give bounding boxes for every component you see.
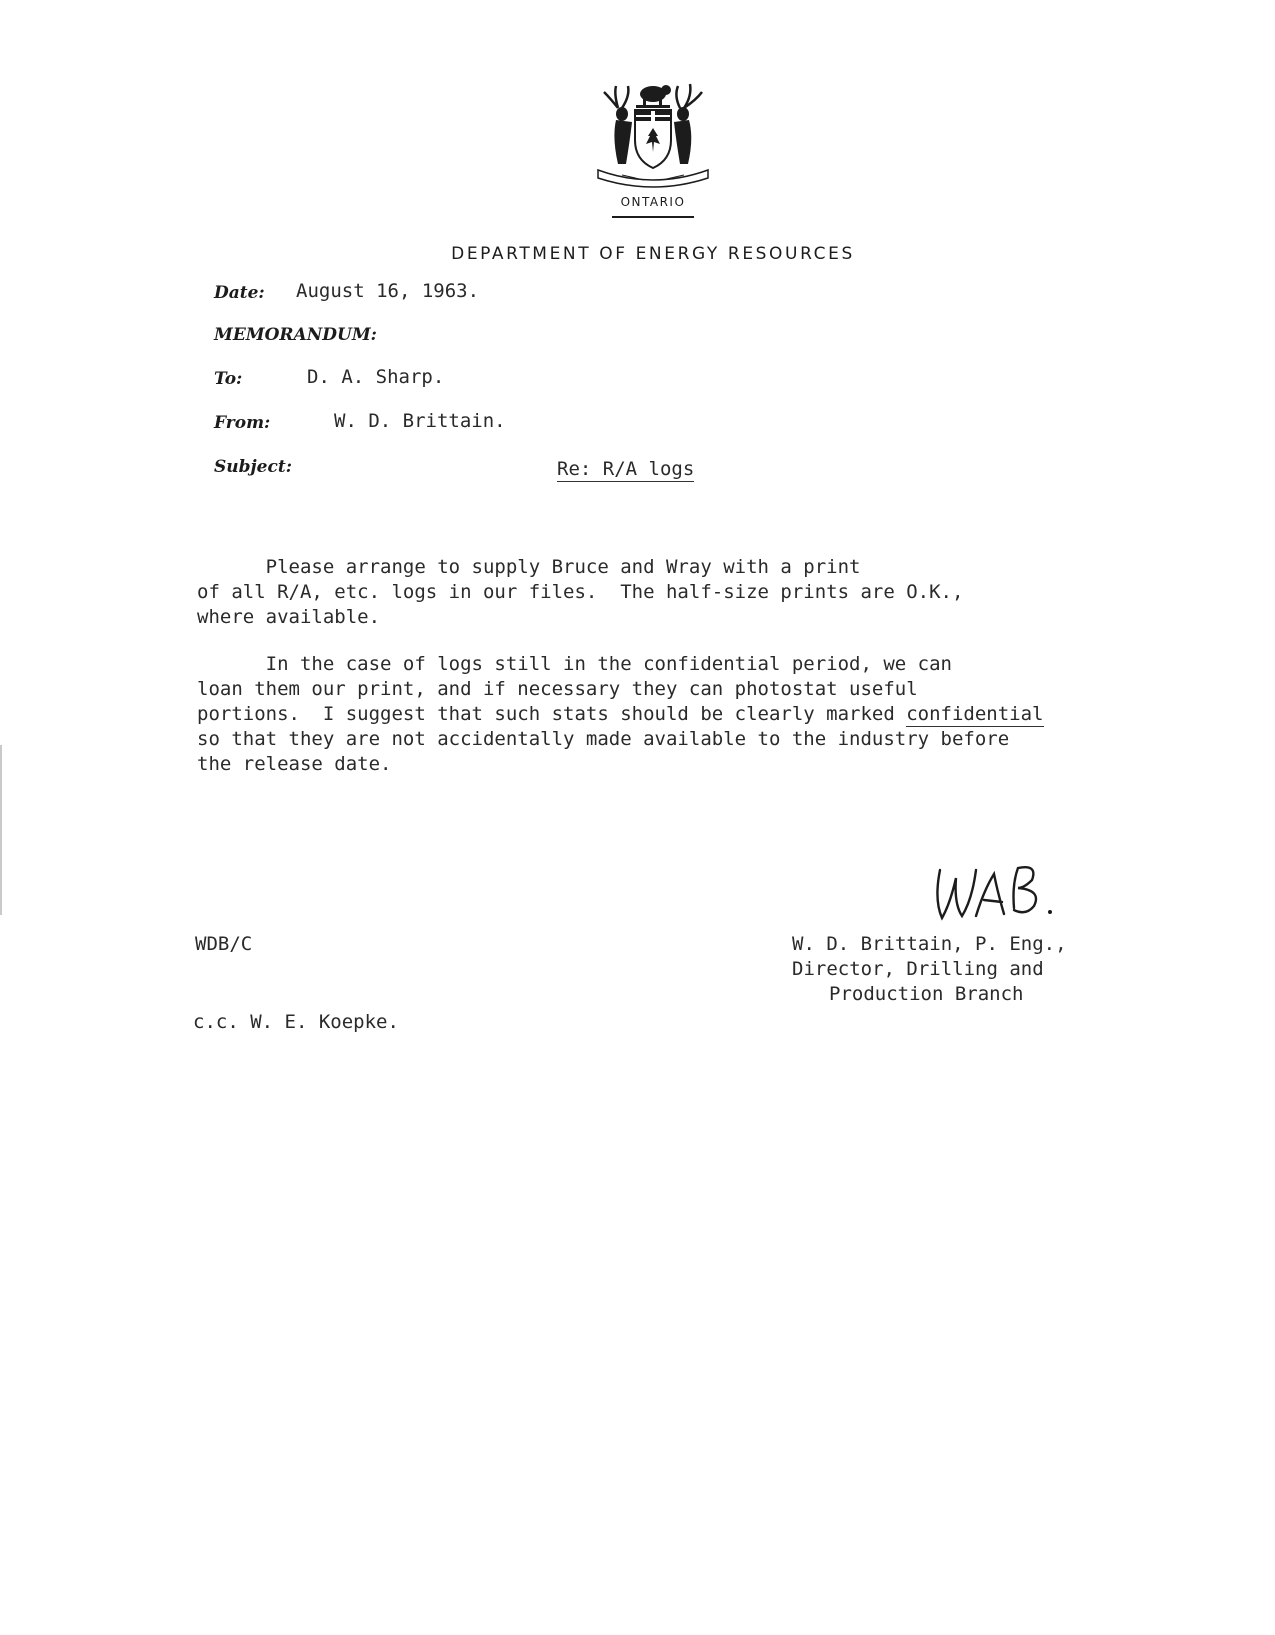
- to-label: To:: [214, 369, 243, 389]
- signer-title-line-2: Production Branch: [829, 983, 1024, 1005]
- paragraph-2-line-text: portions. I suggest that such stats should be clearly marked: [197, 703, 907, 725]
- handwritten-initials-signature-icon: [932, 860, 1062, 930]
- to-value: D. A. Sharp.: [307, 366, 445, 388]
- paragraph-1-line: where available.: [197, 606, 381, 628]
- confidential-underlined: confidential: [906, 703, 1044, 725]
- paragraph-2-line: [197, 702, 1044, 727]
- paragraph-2-line: loan them our print, and if necessary they can photostat useful: [197, 678, 918, 700]
- province-underline: [612, 216, 694, 218]
- typist-initials: WDB/C: [195, 933, 253, 955]
- paragraph-1-line: Please arrange to supply Bruce and Wray with a print: [197, 556, 861, 578]
- signer-title-line-1: Director, Drilling and: [792, 958, 1044, 980]
- paragraph-2-line: the release date.: [197, 753, 392, 775]
- paragraph-2-line: In the case of logs still in the confidential period, we can: [197, 653, 952, 675]
- memorandum-label: MEMORANDUM:: [214, 325, 377, 345]
- paragraph-1: [197, 555, 963, 630]
- subject-label: Subject:: [214, 457, 292, 477]
- date-value: August 16, 1963.: [296, 280, 480, 302]
- from-value: W. D. Brittain.: [334, 410, 506, 432]
- paragraph-1-line: of all R/A, etc. logs in our files. The half-size prints are O.K.,: [197, 581, 964, 603]
- scan-edge-mark: [0, 745, 2, 915]
- from-label: From:: [214, 413, 271, 433]
- paragraph-2: [197, 652, 1044, 777]
- carbon-copy: c.c. W. E. Koepke.: [193, 1011, 399, 1033]
- province-name: ONTARIO: [620, 195, 686, 209]
- paragraph-2-line: so that they are not accidentally made available to the industry before: [197, 728, 1010, 750]
- department-name: DEPARTMENT OF ENERGY RESOURCES: [451, 244, 855, 264]
- ontario-coat-of-arms-icon: [592, 78, 714, 190]
- date-label: Date:: [214, 283, 265, 303]
- subject-value: Re: R/A logs: [557, 458, 695, 480]
- signer-name: W. D. Brittain, P. Eng.,: [792, 933, 1067, 955]
